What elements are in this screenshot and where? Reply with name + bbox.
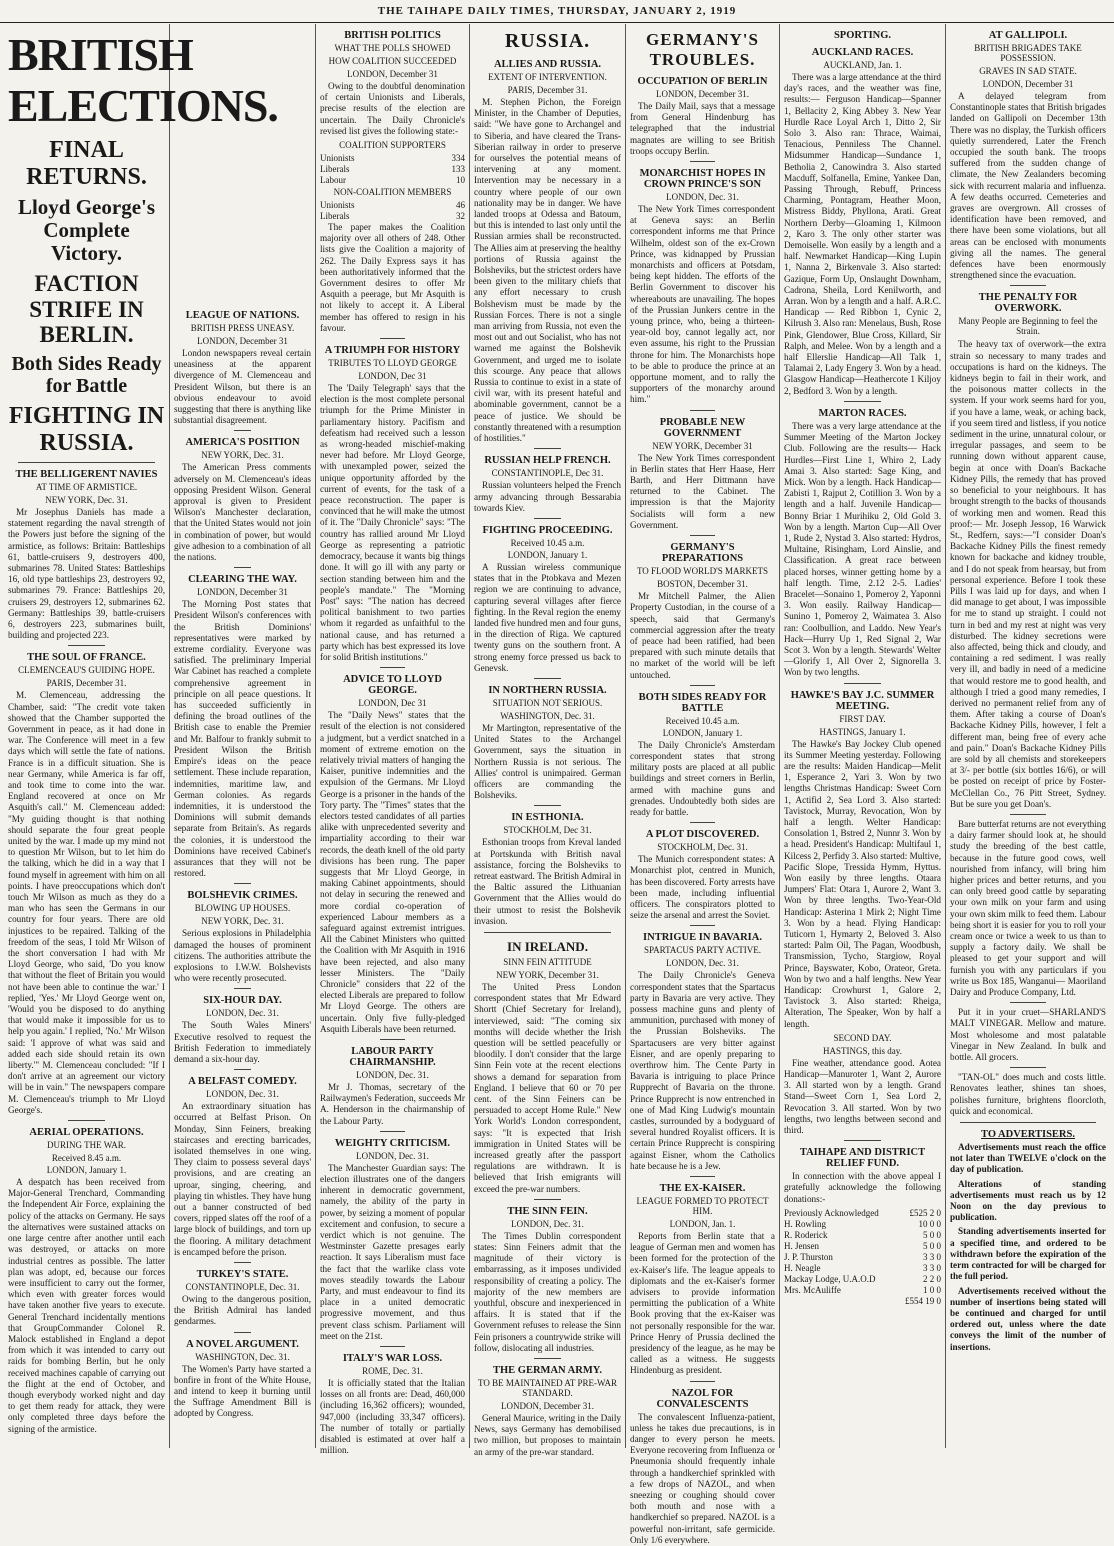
dateline: NEW YORK, December 31.: [496, 969, 599, 980]
article-head: CLEARING THE WAY.: [188, 574, 297, 586]
article-body: The Hawke's Bay Jockey Club opened its Summer Meeting yesterday. Following are the results: Maiden Handicap—Melit 1, Esperance 2, Yari 3. Won by two lengths Christmas Handicap: Sweet Corn 1, Actifid 2, Sea Lord 3. Also started: Tavistock, Murray, Revocation, Won by half a length. Welter Handicap: Consolation 1, Bstred 2, Nunnr 3. Won by a head. President's Handicap: Multifaul 1, Kilcess 2, Perfidy 3. Also started: Multive, Pacific Slope, Tressida Hymm, Hyttus. Won easily by three lengths. Otaara Jumpers' Flat: Otara 1, Aurore 2, Want 3. Won by three lengths. Two-Year-Old Handicap: Asterina 1 Mirk 2; Night Time 3. Won by a head. Flying Handicap: Tuticorn 1, Hymarty 2, Beloved 3. Also started: Palm Oil, The Pagan, Woodbush, Transmission, Tycho, Stargiow, Royal Prince, Bayswater, Kobo, Orateor, Greta. Won by two and a half lengths. New Year Handicap: Crowhurst 1, Galore 2, Tavistock 3. Also started: Rheiga, Alteration, The Speaker, Won by half a length.: [784, 738, 941, 1029]
table-row: [320, 211, 465, 222]
article-body: The Daily Chronicle's Geneva correspondent states that the Spartacus party in Bavaria are very active. They possess machine guns and plenty of ammunition, purchased with money of the Prussian Bolsheviks. The Spartacusers are very bitter against Eisner, and are openly preparing to overthrow him. The Cente Party in Bavaria is intriguing to place Prince Rupprecht of Bavaria on the throne. Prince Rupprecht is now entrenched in one of Mad King Ludwig's mountain castles, surrounded by a bodyguard of several hundred Royalist officers. It is certain Prince Rupprecht is conspiring against Eisner, whom the Catholics hate because he is a Jew.: [630, 970, 775, 1171]
article-head: LEAGUE OF NATIONS.: [185, 310, 300, 321]
article-head: A NOVEL ARGUMENT.: [186, 1338, 299, 1350]
donor-name: R. Roderick: [784, 1229, 828, 1240]
article-head: THE SINN FEIN.: [507, 1205, 588, 1217]
divider: [380, 667, 405, 668]
divider: [690, 535, 715, 536]
article-body: A Russian wireless communique states that in the Ptobkava and Mezen region we are continuing to advance, capturing several villages after fierce fighting. In the Reval region the enemy landed five hundred men and four guns, in the direction of Riga. We captured twenty guns on the southern front. A strong enemy force pressed us back to Genevsk.: [474, 561, 621, 673]
masthead: THE TAIHAPE DAILY TIMES, THURSDAY, JANUARY 2, 1919: [0, 0, 1114, 23]
advert-body: "TAN-OL" does much and costs little. Renovates leather, shines tan shoes, polishes furniture, brightens floorcloth, quick and economical.: [950, 1072, 1106, 1116]
article-head: IN ESTHONIA.: [511, 812, 584, 824]
divider: [1010, 814, 1046, 815]
divider: [534, 448, 561, 449]
article-head: FIGHTING PROCEEDING.: [482, 524, 613, 536]
advert-subhead: Many People are Beginning to feel the Strain.: [958, 316, 1098, 337]
article-body: A delayed telegram from Constantinople states that British brigades landed on Gallipoli on December 13th There was no display, the Turkish officers quietly surrendered, Later the French occupied the south bank. The troops suffered from the sudden change of climate, the New Zealanders becoming sick with recurrent malaria and influenza. A few deaths occurred. Cemeteries and graves are overgrown. All crosses of identification have been removed, and there have been some violations, but all areas can be enclosed with monuments giving all the names. The general defences have been enormously strengthened since the evacuation.: [950, 91, 1106, 281]
article-head: ADVICE TO LLOYD GEORGE.: [343, 674, 442, 697]
dateline: NEW YORK, Dec. 31.: [45, 494, 128, 505]
article-head: GERMANY'S PREPARATIONS: [661, 542, 744, 565]
article-subhead: AT TIME OF ARMISTICE.: [35, 481, 138, 492]
article-head: PROBABLE NEW GOVERNMENT: [659, 416, 746, 439]
donor-name: Mrs. McAuliffe: [784, 1284, 841, 1295]
article-body: It is officially stated that the Italian losses on all fronts are: Dead, 460,000 (including 16,362 officers); wounded, 947,000 (including 33,347 officers). The number of totally or partially disabled is estimated at over half a million.: [320, 1378, 465, 1456]
divider: [534, 678, 561, 679]
article-body: Reports from Berlin state that a league of German men and women has been formed for the protection of the ex-Kaiser's life. The league appeals to diplomats and the ex-Kaiser's former advisers to provide information permitting the publication of a White Book proving that the ex-Kaiser was not personally responsible for the war. Prince Henry of Prussia declined the presidency of the league, as he may be called as a witness. He suggests Hindenburg as president.: [630, 1231, 775, 1376]
dateline: NEW YORK, Dec. 31.: [201, 450, 284, 461]
donation-amount: 10 0 0: [918, 1218, 941, 1229]
table-row: [784, 1230, 941, 1241]
section-head-sporting: SPORTING.: [833, 30, 892, 41]
article-body: The New York Times correspondent in Berlin states that Herr Haase, Herr Barth, and Herr Dittmann have returned to the Cabinet. The impression is that the Majority Socialists will form a new Government.: [630, 452, 775, 530]
donation-amount: 2 2 0: [923, 1273, 941, 1284]
article-subhead: GRAVES IN SAD STATE.: [979, 66, 1077, 76]
article-body: The South Wales Miners' Executive resolved to request the British Federation to immediately demand a six-hour day.: [174, 1020, 311, 1064]
divider: [534, 518, 561, 519]
divider: [484, 932, 611, 933]
article-body: The Daily Mail, says that a message from General Hindenburg has telegraphed that the industrial magnates are willing to see British troops occupy Berlin.: [630, 101, 775, 156]
article-body: An extraordinary situation has occurred at Belfast Prison. On Monday, Sinn Feiners, breaking staircases and erecting barricades, isolated themselves in one wing. They claim to possess several days' provisions, and are creating an uproar, singing, cheering, and playing tin whistles. They have hung out a banner constructed of bed covers, ripped slates off the roof of a large block of buildings, and torn up the flooring. A military detachment is encamped before the prison.: [174, 1101, 311, 1257]
divider: [534, 805, 561, 806]
party-name: Liberals: [320, 164, 350, 175]
article-body: The United Press London correspondent states that Mr Edward Shortt (Chief Secretary for Ireland), interviewed, said: "The coming six months will decide whether the Irish question will be settled peacefully or bloodily. I don't consider that the large Sinn Fein vote at the recent elections shows a demand for separation from England. I believe that 60 or 70 per cent. of the Sinn Feiners can be persuaded to accept Home Rule." New York World's London correspondent, says: "It is expected that Irish immigration in United States will be increased greatly after the passport regulations are withdrawn. It is believed that Irish emigrants will exceed the pre-war numbers.: [474, 981, 621, 1194]
dateline: LONDON, Dec 31: [358, 371, 427, 382]
article-head: THE GERMAN ARMY.: [493, 1365, 602, 1377]
dateline: STOCKHOLM, Dec. 31.: [657, 842, 748, 853]
dateline: CONSTANTINOPLE, Dec 31.: [491, 468, 604, 479]
divider: [844, 683, 881, 684]
divider: [1010, 1067, 1046, 1068]
article-head: WEIGHTY CRITICISM.: [334, 1137, 451, 1149]
divider: [234, 1069, 251, 1070]
dateline: BOSTON, December 31.: [657, 579, 748, 590]
dateline: LONDON, Dec. 31.: [356, 1150, 429, 1161]
dateline: STOCKHOLM, Dec 31.: [503, 825, 592, 836]
article-head: IN IRELAND.: [507, 938, 588, 954]
party-name: Liberals: [320, 211, 350, 222]
article-head: MONARCHIST HOPES IN CROWN PRINCE'S SON: [639, 168, 766, 191]
article-body: Fine weather, attendance good. Aotea Handicap—Manuroter 1, Want 2, Aurore 3. All started won by a length. Grand Stand—Sweet Corn 1, Sea Lord 2, Revocation 3. All started. Won by two lengths, two lengths between second and third.: [784, 1057, 941, 1136]
table-title: COALITION SUPPORTERS: [339, 140, 446, 151]
seat-count: 10: [456, 175, 465, 186]
divider: [234, 1262, 251, 1263]
article-body: The New York Times correspondent at Geneva says: an Berlin correspondent informs me that Prince Wilhelm, oldest son of the ex-Crown Prince, was kidnapped by Prussian monarchists and officers at Potsdam, being kept hidden. The efforts of the Berlin Government to discover his whereabouts are unavailing. The hopes of the Prussian Junkers centre in the young prince, who, being a thirteen-year-old boy, cannot legally act, nor even assume, his right to the Prussian throne for him. The Monarchists hope to be able to produce the prince at an opportune moment, and to rally the supporters of the monarchy around him.": [630, 204, 775, 405]
article-body: Mr Josephus Daniels has made a statement regarding the naval strength of the Powers just before the signing of the armistice, as follows: Britain: Battleships 61, battle-cruisers 9, destroyers 400, submarines 78. United States: Battleships 16, old type battleships 23, destroyers 92, submarines 79. France: Battleships 20, cruisers 29, destroyers 12, submarines 62. Germany: Battleships 39, battle-cruisers 6, destroyers 223, submarines built, building and projected 223.: [8, 506, 165, 641]
dateline: NEW YORK, December 31: [652, 440, 753, 451]
divider: [1010, 1002, 1046, 1003]
article-head: A TRIUMPH FOR HISTORY: [324, 345, 461, 357]
article-body: The Daily Chronicle's Amsterdam correspondent states that strong military posts are placed at all public buildings and street corners in Berlin, armed with machine guns and grenades. Undoubtedly both sides are ready for battle.: [630, 739, 775, 817]
article-body: There was a large attendance at the third day's races, and the weather was fine, results:— Ferguson Handicap—Spanner 1, Bellacity 2, King Abbey 3. New Year Hurdle Race Loyal Arch 1, Ditto 2, Sir Solo 3. Also ran: Thrace, Waimai, Tenacious, Penniless The Channel. Midsummer Handicap—Sundance 1, Betholia 2, Canowindra 3. Also started Macduff, Solfanella, Emine, Yankee Dan, Passing Through, Rebuff, Princess Charming, Pontagram, Heather Moon, Mistress Biddy, Phyllona, Arati. Great Northern Derby—Gloaming 1, Kilmoon 2, Karo 3. The only other starter was Demoiselle. Won easily by a length and a half. Newmarket Handicap—King Lupin 1, Nanna 2, Birkenvale 3. Also started: Gazique, Form Up, Onslaught Downham, Cadrona, Sheila, Lord Kenilworth, and Arran. Won by a length and a half. A.R.C. Handicap — Red Ribbon 1, Cynic 2, Kilrush 3. Also ran: Menelaus, Bush, Rose Pink, Glendower, Blue Cross, Killard, Sir Ralph, and Melee. Won by a length and a half Ellerslie Handicap—All Talk 1, Talamai 2, Lady Engery 3. Won by a head. Glasgow Handicap—Heathercote 1 Kiljoy 2, Bedford 3. Won by a length.: [784, 72, 941, 396]
article-body: M. Clemenceau, addressing the Chamber, said: "The credit vote taken showed that the Chamber supported the Government in peace, as it had done in war. The Conference will meet in a few days which will settle the fate of nations. France is in a difficult situation. She is near Germany, while America is far off, and took time to come into the war. England recovered at once on Mr Asquith's call." M. Clemenceau added: "My guiding thought is that nothing should separate the four great people united by the war. I made up my mind not to question Mr Wilson, but to let him do the talking, which he did in a way that I found myself in agreement with him on all points. I have preoccupations which don't touch Mr Wilson as much as they do a man who has seen the Germans in our country for four years. There are old injustices to be repaired. Talking of the freedom of the seas, I told Mr Wilson of the short conversation I had with Mr Lloyd George, who said, 'Do you know that without the fleet of Britain you would not have been able to continue the war.' I replied, 'Yes.' Mr Lloyd George went on, 'Would you be disposed to do anything that would make it impossible for us to help you again.' I replied, 'No.' Mr Wilson said: 'I approve of what was said and added each side should retain its own liberty.'" M. Clemenceau concluded: "If I don't arrive at an agreement our victory will be in vain." The newspapers compare M. Clemenceau's triumph to Mr Lloyd George's.: [8, 690, 165, 1115]
table-title: NON-COALITION MEMBERS: [333, 187, 452, 198]
article-head: BRITISH POLITICS: [344, 30, 441, 41]
article-head: A PLOT DISCOVERED.: [645, 829, 760, 841]
article-subhead: TO BE MAINTAINED AT PRE-WAR STANDARD.: [478, 1378, 617, 1399]
donor-name: Previously Acknowledged: [784, 1207, 879, 1218]
article-subhead: DURING THE WAR.: [47, 1140, 126, 1151]
article-body: Mr Martington, representative of the United States to the Archangel Government, says the situation in Northern Russia is not serious. The Allies' control is unimpaired. German officers are commanding the Bolsheviks.: [474, 722, 621, 801]
article-head: SIX-HOUR DAY.: [203, 995, 282, 1007]
column-4: [470, 24, 626, 1457]
dateline: LONDON, Dec. 31.: [206, 1089, 279, 1100]
divider: [234, 988, 251, 989]
dateline: PARIS, December 31.: [46, 678, 127, 689]
donation-total: £554 19 0: [905, 1295, 941, 1306]
table-row: [784, 1208, 941, 1219]
article-subhead: BLOWING UP HOUSES.: [194, 903, 291, 914]
article-subhead: CLEMENCEAU'S GUIDING HOPE.: [18, 665, 155, 676]
article-body: Owing to the dangerous position, the British Admiral has landed gendarmes.: [174, 1294, 311, 1327]
headline-final-returns: FINAL RETURNS.: [26, 137, 147, 190]
divider: [380, 1039, 405, 1040]
column-3: [316, 24, 470, 1456]
dateline: LONDON, Dec. 31.: [666, 192, 739, 203]
dateline: WASHINGTON, Dec. 31.: [500, 710, 595, 721]
article-head: TURKEY'S STATE.: [196, 1269, 289, 1280]
article-head: THE SOUL OF FRANCE.: [27, 652, 146, 664]
donation-amount: 5 0 0: [923, 1229, 941, 1240]
article-subhead: BRITISH BRIGADES TAKE POSSESSION.: [974, 43, 1082, 63]
article-body: Esthonian troops from Kreval landed at Portskunda with British naval assistance, forcing the Bolsheviks to retreat eastward. The British Admiral in the Baltic assured the Lithuanian Government that the Allies would do their utmost to resist the Bolshevik invasion.: [474, 837, 621, 926]
donation-amount: 3 3 0: [923, 1251, 941, 1262]
notice-body: Standing advertisements inserted for a specified time, and ordered to be withdrawn before the expiration of the term contracted for will be charged for the full period.: [950, 1226, 1106, 1282]
divider: [18, 462, 155, 463]
article-head: AMERICA'S POSITION: [185, 437, 300, 449]
table-row: [320, 153, 465, 164]
article-head: ITALY'S WAR LOSS.: [342, 1353, 443, 1365]
article-subhead: SITUATION NOT SERIOUS.: [492, 697, 603, 708]
article-head: THE BELLIGERENT NAVIES: [15, 468, 158, 480]
table-row: [784, 1274, 941, 1285]
article-head: ALLIES AND RUSSIA.: [493, 59, 602, 70]
article-body: The Manchester Guardian says: The election illustrates one of the dangers inherent in democratic government, namely, the ability of the party in power, by seizing a moment of popular excitement and confusion, to secure a verdict which is not genuine. The Westminster Gazette presages early reaction. It says Liberalism must face the fact that the warlike class vote moves steadily towards the Labour Party, and must endeavour to find its place in a united democratic progressive movement, and thus prevent class schism. Parliament will meet on the 21st.: [320, 1162, 465, 1341]
article-head: LABOUR PARTY CHAIRMANSHIP.: [349, 1046, 436, 1069]
coalition-table: [320, 153, 465, 186]
divider: [960, 1122, 1096, 1123]
dateline: AUCKLAND, Jan. 1.: [823, 60, 902, 70]
article-body: M. Stephen Pichon, the Foreign Minister, in the Chamber of Deputies, said: "We have gone to Archangel and to Siberia, and have cleared the Trans-Siberian railway in order to preserve for ourselves the potential means of intervening at any moment. Intervention may be necessary in a country where people of our own nationality may be in danger. We have landed troops at Odessa and Batoum, but this is intended to last only until the Russian armies shall be reconstructed. The Allies aim at preserving the healthy portions of Russia against the Bolsheviks, but the strictest orders have been given to the military chiefs that any effort necessary to crush Bolshevism must be made by the Russian Forces. There is not a single man arriving from Russia, not even the most out and out Socialist, who has not warned me against the Bolshevik Government, and urged me to isolate this scourge. Any peace that allows Russia to continue to exist in a state of civil war, with its present hateful and abominable government, cannot be a peace of justice. We should be constantly threatened with a resumption of hostilities.": [474, 97, 621, 444]
table-row: [320, 200, 465, 211]
table-row: [784, 1241, 941, 1252]
dateline: LONDON, Dec 31: [358, 698, 427, 709]
article-body: The "Daily News" states that the result of the election is not considered a judgment, but a verdict snatched in a moment of extreme emotion on the relatively trivial matters of hanging the Kaiser, punitive indemnities and the expulsion of the Germans. Mr Lloyd George is a prisoner in the hands of the Tory party. The "Times" states that the electors tested candidates of all parties alike with unprecedented severity and impartiality according to their war records, the death knell of the old party divisions has been rung. The paper suggests that Mr Lloyd George, in making Cabinet appointments, should not delay in securing the renewed and more cordial co-operation of experienced Labour members as a safeguard against extremist intrigues. All the Cabinet Ministers who quitted the Coalition with Mr Asquith in 1916 have been rejected, and also many lesser Ministers. The "Daily Chronicle" considers that 22 of the elected Liberals are prepared to follow Mr Lloyd George. The others are uncertain. Only five fully-pledged Asquith Liberals have been returned.: [320, 710, 465, 1034]
table-row: [784, 1252, 941, 1263]
article-body: A despatch has been received from Major-General Trenchard, Commanding the Independent Air Force, explaining the policy of the attacks on Germany. He says the alternatives were sustained attacks on one large centre after another until each was destroyed, or attacks on more industrial centres as possible. The latter plan was adopt, ed, because our forces were insufficient to carry out the former, which even with greater forces would have taken another five years to execute. General Trenchard incidentally mentions that GroupCommander Colonel R. Malock established in England a depot from which it was intended to carry out raids for bombing Berlin, but he only received machines capable of carrying out the flight at the end of October, and though everybody worked night and day to get them ready for attack, they were only completed three days before the signing of the armistice.: [8, 1177, 165, 1434]
article-body: Owing to the doubtful denomination of certain Unionists and Liberals, precise results of the election are uncertain. The Daily Chronicle's revised list gives the following state:-: [320, 81, 465, 136]
article-body: The Munich correspondent states: A Monarchist plot, centred in Munich, has been discovered. Forty arrests have been made, including influential officers. The conspirators plotted to seize the arsenal and arrest the Soviet.: [630, 854, 775, 921]
column-7: [946, 24, 1110, 1448]
divider: [690, 161, 715, 162]
noncoalition-table: [320, 200, 465, 222]
column-2: [170, 24, 316, 1448]
donation-amount: 3 3 0: [923, 1262, 941, 1273]
dateline: LONDON, January 1.: [507, 549, 588, 560]
divider: [690, 685, 715, 686]
donation-amount: £525 2 0: [909, 1207, 941, 1218]
dateline: LONDON, December 31: [982, 79, 1074, 89]
article-head: A BELFAST COMEDY.: [188, 1076, 297, 1088]
article-body: The paper makes the Coalition majority over all others of 248. Other lists give the Coalition a majority of 262. The Daily Express says it has been authoritatively informed that the Government desires to offer Mr Asquith a peerage, but Mr Asquith is not likely to accept it. A Liberal member has offered to resign in his favour.: [320, 222, 465, 333]
dateline: ROME, Dec. 31.: [362, 1366, 423, 1377]
table-row: [320, 164, 465, 175]
dateline: LONDON, December 31.: [501, 1401, 594, 1412]
headline-both-sides: Both Sides Ready for Battle: [11, 353, 162, 398]
dateline: LONDON, Dec. 31.: [511, 1218, 584, 1229]
article-head: IN NORTHERN RUSSIA.: [488, 684, 607, 696]
divider: [68, 1120, 105, 1121]
article-head: TAIHAPE AND DISTRICT RELIEF FUND.: [799, 1147, 926, 1170]
seat-count: 334: [451, 153, 465, 164]
notice-body: Advertisements must reach the office not later than TWELVE o'clock on the day of publication.: [950, 1142, 1106, 1175]
article-head: RUSSIAN HELP FRENCH.: [484, 455, 611, 467]
divider: [234, 1332, 251, 1333]
section-head-germany: GERMANY'S TROUBLES.: [646, 30, 759, 69]
donor-name: Mackay Lodge, U.A.O.D: [784, 1273, 876, 1284]
divider: [690, 410, 715, 411]
dateline: PARIS, December 31.: [507, 85, 588, 95]
divider: [380, 338, 405, 339]
divider: [690, 1176, 715, 1177]
advert-head: NAZOL FOR CONVALESCENTS: [656, 1387, 749, 1410]
divider: [690, 925, 715, 926]
received-time: Received 8.45 a.m.: [51, 1153, 122, 1164]
dateline: NEW YORK, Dec. 31.: [201, 916, 284, 927]
party-name: Labour: [320, 175, 346, 186]
dateline: LONDON, Dec. 31.: [356, 1070, 429, 1081]
dateline: LONDON, January 1.: [662, 727, 743, 738]
article-head: AUCKLAND RACES.: [811, 47, 914, 58]
donor-name: H. Rowling: [784, 1218, 827, 1229]
dateline: HASTINGS, January 1.: [819, 726, 906, 737]
received-time: Received 10.45 a.m.: [510, 537, 585, 548]
divider: [68, 645, 105, 646]
article-body: The Morning Post states that President Wilson's conferences with the British Dominions' representatives were marked by extreme cordiality. Everyone was satisfied. The preliminary Imperial War Cabinet has reached a complete comprehensive agreement in principle on all peace questions. It has succeeded sufficiently in defining the broad outlines of the British case to enable the Premier and Mr. Balfour to frankly submit to President Wilson the British Empire's ideas on the peace settlement. These include reparation, indemnities, maritime law, and German colonies. As regards indemnities, it is understood the Dominions will submit demands separate from Britain's. As regards the colonies, it is understood the Dominions have received Cabinet's assurances that they will not be restored.: [174, 599, 311, 879]
donor-name: J. P. Thurston: [784, 1251, 833, 1262]
divider: [234, 567, 251, 568]
article-subhead: BRITISH PRESS UNEASY.: [190, 323, 295, 333]
dateline: CONSTANTINOPLE, Dec. 31.: [185, 1282, 300, 1292]
article-subhead: HOW COALITION SUCCEEDED: [328, 56, 457, 66]
received-time: Received 10.45 a.m.: [665, 715, 740, 726]
seat-count: 46: [456, 200, 465, 211]
table-row: [784, 1263, 941, 1274]
donation-amount: 5 0 0: [923, 1240, 941, 1251]
article-body: The 'Daily Telegraph' says that the election is the most complete personal triumph for the Prime Minister in parliamentary history. Pacifism and defeatism had received such a lesson as wrong-headed mischief-making never had before. Mr Lloyd George, with unexampled power, seized the unique opportunity afforded by the current of events, for the task of a peace reconstruction. The paper is convinced that he will make the utmost of it. The "Daily Chronicle" says: "The country has rallied around Mr Lloyd George as representing a patriotic democracy, because it wants big things done. It will go ill with any party or section standing between him and the people's mandate." The "Morning Post" says: "The nation has decreed political banishment to two parties whom it regarded as unfaithful to the national cause, and has returned a party which has best expressed its love for solid British institutions.": [320, 383, 465, 662]
divider: [534, 1358, 561, 1359]
article-subhead: TRIBUTES TO LLOYD GEORGE: [328, 358, 457, 369]
dateline: LONDON, Dec. 31.: [206, 1008, 279, 1019]
table-row: [320, 175, 465, 186]
article-body: Mr Mitchell Palmer, the Alien Property Custodian, in the course of a speech, said that Germany's commercial aggression after the treaty of peace had been ratified, had been prepared with such minute details that no market of the world will be left untouched.: [630, 591, 775, 680]
advert-body: Put it in your cruet—SHARLAND'S MALT VINEGAR. Mellow and mature. Most wholesome and most palatable Vinegar in New Zealand. In bulk and bottle. All grocers.: [950, 1007, 1106, 1063]
dateline: LONDON, Jan. 1.: [669, 1219, 736, 1230]
article-body: The Times Dublin correspondent states: Sinn Feiners admit that the magnitude of their victory is embarrassing, as it imposes undivided responsibility of creating a policy. The majority of the new members are youthful, obscure and inexperienced in affairs. It is stated that if the Government refuses to release the Sinn Fein prisoners a countrywide strike will follow, dislocating all industries.: [474, 1230, 621, 1353]
divider: [1010, 285, 1046, 286]
article-body: The Women's Party have started a bonfire in front of the White House, and intend to keep it burning until the Suffrage Amendment Bill is adopted by Congress.: [174, 1363, 311, 1419]
dateline: WASHINGTON, Dec. 31.: [195, 1351, 290, 1362]
dateline: LONDON, January 1.: [46, 1165, 127, 1176]
article-body: Serious explosions in Philadelphia damaged the houses of prominent citizens. The authorities attribute the explosions to I.W.W. Bolshevists who were recently prosecuted.: [174, 928, 311, 984]
article-head: BOLSHEVIK CRIMES.: [187, 890, 298, 902]
article-body: Mr J. Thomas, secretary of the Railwaymen's Federation, succeeds Mr A. Henderson in the chairmanship of the Labour Party.: [320, 1082, 465, 1126]
divider: [844, 1140, 881, 1141]
advert-body: The convalescent Influenza-patient, unless he takes due precautions, is in danger to every person he meets. Everyone recovering from Influenza or Pneumonia should frequently inhale through a handkerchief sprinkled with a few drops of NAZOL, and when sneezing or coughing should cover both mouth and nose with a handkerchief so prepared. NAZOL is a powerful non-irritant, safe germicide. Only 1/6 everywhere.: [630, 1411, 775, 1545]
dateline: LONDON, December 31.: [656, 89, 749, 99]
party-name: Unionists: [320, 200, 355, 211]
donor-name: H. Neagle: [784, 1262, 821, 1273]
dateline: HASTINGS, this day.: [823, 1045, 902, 1056]
article-head: THE EX-KAISER.: [659, 1183, 746, 1195]
divider: [380, 1346, 405, 1347]
article-head: BOTH SIDES READY FOR BATTLE: [638, 691, 767, 714]
column-6: [780, 24, 946, 1448]
headline-fighting-russia: FIGHTING IN RUSSIA.: [8, 403, 165, 456]
donor-name: H. Jensen: [784, 1240, 819, 1251]
headline-british-elections: BRITISH ELECTIONS.: [8, 29, 278, 131]
article-subhead: TO FLOOD WORLD'S MARKETS: [636, 566, 769, 577]
party-name: Unionists: [320, 153, 355, 164]
notice-body: Advertisements received without the number of insertions being stated will be continued and charged for until ordered out, unless where the date conveys the limit of the number of insertions.: [950, 1285, 1106, 1352]
section-head-russia: RUSSIA.: [504, 30, 591, 52]
article-body: In connection with the above appeal I gratefully acknowledge the following donations:-: [784, 1171, 941, 1204]
divider: [690, 1381, 715, 1382]
donations-table: [784, 1208, 941, 1307]
dateline: LONDON, Dec. 31.: [666, 958, 739, 969]
headline-faction-strife: FACTION STRIFE IN BERLIN.: [29, 271, 144, 347]
article-subhead: WHAT THE POLLS SHOWED: [334, 43, 451, 53]
table-row: [784, 1285, 941, 1296]
divider: [690, 822, 715, 823]
advert-body: The heavy tax of overwork—the extra strain so necessary to many trades and occupations is hard on the kidneys. The kidneys begin to fail in their work, and the poisonous matter collects in the system. If your work seems hard for you, if you have a lame, weak, or aching back, if you seem tired and listless, if you notice sediment in the urine, unnatural colour, or irregular passages, and seem to be running down without apparent cause, begin at once with Doan's Backache Kidney Pills, the remedy that has proved so beneficial to your neighbours. It has brought strength to the backs of thousands of working men and women. Read this proof:— Mr. Joseph Jessop, 16 Warwick St., Redfern, says:—"I consider Doan's Backache Kidney Pills the finest remedy known for backache and kidney trouble, and I do not speak from hearsay, but from personal experience. Before I took these Pills I was laid up for days, and when I did manage to get about, I was impossible for me to stand up straight. I could not turn in bed and my rest at night was very disturbed. The kidney secretions were also affected, being thick and cloudy, and containing a red sediment. I was really very ill, and badly in need of a medicine that would restore me to good health, and although I tried a good many remedies, I derived no permanent relief from any of them. After taking a course of Doan's Backache Kidney Pills, however, I felt a different man, being free of every ache and pain." Doan's Backache Kidney Pills are sold by all chemists and storekeepers at 3/- per bottle (six bottles 16/6), or will be posted on receipt of price by Foster-McClellan Co., 76 Pitt Street, Sydney. But be sure you get Doan's.: [950, 339, 1106, 809]
dateline: LONDON, December 31: [197, 336, 288, 346]
divider: [380, 1131, 405, 1132]
article-subhead: FIRST DAY.: [839, 713, 886, 724]
seat-count: 133: [451, 164, 465, 175]
divider: [234, 883, 251, 884]
notice-head: TO ADVERTISERS.: [981, 1129, 1075, 1141]
advert-body: Bare butterfat returns are not everything a dairy farmer should look at, he should study the breeding of the best cattle, because in the future good cows, well nourished from infancy, will bring him higher prices and better returns, and you can only breed good cattle by separating your own milk on your farm and using your own skim milk to feed them. Labour being short it is easier for you to roll your cream once or twice a week to us than to supply a factory daily. We shall be pleased to get your support and will furnish you with any particulars if you write us Box 185, Wanganui— Maoriland Dairy and Produce Company, Ltd.: [950, 818, 1106, 998]
article-body: The American Press comments adversely on M. Clemenceau's ideas opposing President Wilson. General approval is given to President Wilson's Manchester declaration, that the United States would not join in combination of power, but would give adhesion to a combination of all the nations.: [174, 462, 311, 563]
seat-count: 32: [456, 211, 465, 222]
article-head: OCCUPATION OF BERLIN: [637, 76, 768, 87]
article-head: MARTON RACES.: [818, 407, 907, 419]
article-subhead: SECOND DAY.: [833, 1032, 892, 1043]
article-head: HAWKE'S BAY J.C. SUMMER MEETING.: [790, 689, 935, 712]
article-head: INTRIGUE IN BAVARIA.: [643, 932, 762, 944]
table-row: [784, 1219, 941, 1230]
table-row: [784, 1296, 941, 1307]
article-body: Russian volunteers helped the French army advancing through Bessarabia towards Kiev.: [474, 480, 621, 513]
article-body: London newspapers reveal certain uneasiness at the apparent divergence of M. Clemenceau and President Wilson, but there is an obvious endeavour to avoid suggesting that there is anything like substantial disagreement.: [174, 348, 311, 426]
article-body: There was a very large attendance at the Summer Meeting of the Marton Jockey Club. Following are the results— Hack Hurdles—First Line 1, Whiro 2, Lady Amai 3. Also started: Sage King, and Mick. Won by a length. Hack Handicap—Zabisti 1, Rajput 2, Cotillion 3. Won by a length and a half. Juvenile Handicap—Bonny Briar 1 Murihiku 2, Old Gold 3. Won by a length. Marton Cup—All Over 1, Rude 2, Nystad 3. Also started: Hydros, Multaine, Risingham, Lord Ainslie, and Classification. A great race between placed horses, winner getting home by a half length. Time, 2.12 2-5. Ladies' Bracelet—Sonaino 1, Pomeroy 2, Yaponni 3. Won easily. Railway Handicap—Sunino 1, Pomeroy 2, Waimatea 3. Also ran: Coolbullion, and Laddo. New Year's Hack—Hurry Up 1, Red Signal 2, War Scot 3. Won by a length. Stewards' Welter—Glorify 1, All Over 2, Signorella 3. Won by two lengths.: [784, 420, 941, 678]
article-body: General Maurice, writing in the Daily News, says Germany has demobilised two million, but proposes to maintain an army of the pre-war standard.: [474, 1413, 621, 1457]
newspaper-columns: [4, 24, 1110, 1545]
divider: [534, 1199, 561, 1200]
article-head: AERIAL OPERATIONS.: [29, 1127, 144, 1139]
article-subhead: SINN FEIN ATTITUDE: [503, 956, 592, 967]
dateline: LONDON, December 31: [347, 69, 438, 79]
divider: [234, 430, 251, 431]
headline-lloyd-george: Lloyd George's Complete Victory.: [17, 194, 156, 266]
article-subhead: LEAGUE FORMED TO PROTECT HIM.: [636, 1196, 769, 1217]
dateline: LONDON, December 31: [197, 587, 288, 598]
divider: [844, 401, 881, 402]
article-subhead: EXTENT OF INTERVENTION.: [488, 72, 607, 82]
article-head: AT GALLIPOLI.: [988, 30, 1068, 41]
column-5: [626, 24, 780, 1545]
advert-head: THE PENALTY FOR OVERWORK.: [978, 292, 1078, 315]
notice-body: Alterations of standing advertisements must reach us by 12 Noon on the day previous to publication.: [950, 1178, 1106, 1223]
article-subhead: SPARTACUS PARTY ACTIVE.: [644, 945, 761, 956]
donation-amount: 1 0 0: [923, 1284, 941, 1295]
